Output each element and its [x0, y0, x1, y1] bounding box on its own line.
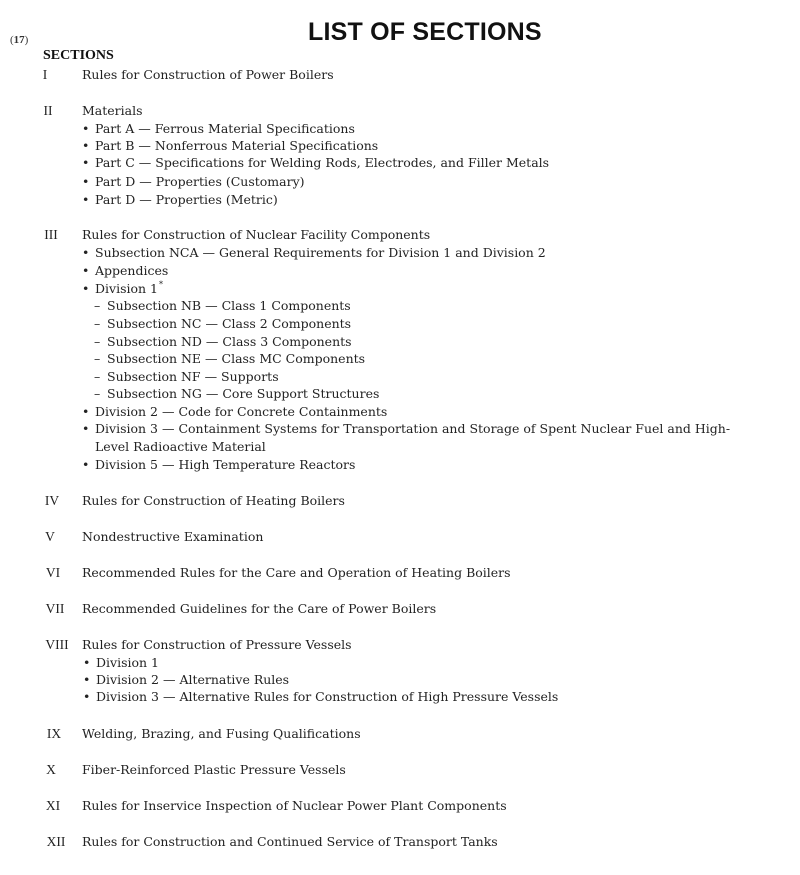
section-numeral: XII [46, 834, 66, 849]
section-title: Rules for Construction of Nuclear Facility Components [82, 227, 431, 242]
section-numeral: I [42, 67, 48, 82]
section-title: Nondestructive Examination [82, 529, 264, 544]
page-title: LIST OF SECTIONS [308, 18, 542, 46]
dash-icon: – [94, 351, 101, 366]
section-title: Welding, Brazing, and Fusing Qualifications [82, 726, 361, 741]
bullet-icon: • [83, 672, 91, 687]
section-numeral: III [44, 227, 58, 242]
dash-icon: – [94, 386, 101, 401]
bullet-icon: • [82, 155, 90, 170]
section-title: Recommended Rules for the Care and Operation of Heating Boilers [82, 565, 511, 580]
bullet-icon: • [82, 174, 90, 189]
dash-icon: – [94, 369, 101, 384]
section-title: Rules for Construction of Heating Boilers [82, 493, 345, 508]
revision-marker-number: 17 [13, 34, 25, 46]
section-title: Rules for Construction of Pressure Vessels [82, 637, 352, 652]
section-numeral: VII [45, 601, 65, 616]
bullet-icon: • [83, 689, 91, 704]
section-numeral: X [46, 762, 56, 777]
bullet-icon: • [82, 192, 90, 207]
bullet-icon: • [82, 404, 90, 419]
document-page: LIST OF SECTIONS (17) SECTIONS I Rules for Construction of Power Boilers II Materials • Part A — Ferrous Material Specifications • Part B — Nonferrous Material Specifications • Part C — Specifications for Welding Rods, Electrodes, and Filler Metals • Part D — Properties (Customary) • Part D — Properties (Metric) III Rules for Construction of Nuclear Facility Components • Subsection NCA — General Requirements for Division 1 and Division 2 • Appendices • Division 1* – Subsection NB — Class 1 Components – Subsection NC — Class 2 Components – Subsection ND — Class 3 Components – Subsection NE — Class MC Components – Subsection NF — Supports – Subsection NG — Core Support Structures • Division 2 — Code for Concrete Containments • Division 3 — Containment Systems for Transportation and Storage of Spent Nuclear Fuel and High-Level Radioactive Material • Division 5 — High Temperature Reactors IV Rules for Construction of Heating Boilers V Nondestructive Examination VI Recommended Rules for the Care and Operation of Heating Boilers VII Recommended Guidelines for the Care of Power Boilers VIII Rules for Construction of Pressure Vessels • Division 1 • Division 2 — Alternative Rules • Division 3 — Alternative Rules for Construction of High Pressure Vessels IX Welding, Brazing, and Fusing Qualifications X Fiber-Reinforced Plastic Pressure Vessels XI Rules for Inservice Inspection of Nuclear Power Plant Components XII Rules for Construction and Continued Service of Transport Tanks [10, 18, 731, 849]
section-numeral: VIII [45, 637, 69, 652]
section-numeral: XI [45, 798, 61, 813]
section-title: Rules for Construction of Power Boilers [82, 67, 334, 82]
bullet-icon: • [83, 655, 91, 670]
bullet-icon: • [82, 138, 90, 153]
dash-icon: – [94, 316, 101, 331]
footnote-marker: * [159, 280, 163, 289]
dash-icon: – [94, 334, 101, 349]
section-numeral: VI [45, 565, 61, 580]
bullet-icon: • [82, 263, 90, 278]
section-title: Fiber-Reinforced Plastic Pressure Vessels [82, 762, 346, 777]
section-numeral: IX [46, 726, 62, 741]
section-numeral: IV [44, 493, 60, 508]
section-title: Recommended Guidelines for the Care of Power Boilers [82, 601, 437, 616]
section-title: Rules for Inservice Inspection of Nuclear Power Plant Components [82, 798, 507, 813]
section-numeral: V [45, 529, 55, 544]
sections-heading: SECTIONS [43, 48, 114, 63]
revision-marker: (17) [10, 34, 29, 46]
dash-icon: – [94, 298, 101, 313]
bullet-icon: • [82, 245, 90, 260]
section-title: Materials [82, 103, 143, 118]
section-numeral: II [43, 103, 53, 118]
bullet-icon: • [82, 121, 90, 136]
section-title: Rules for Construction and Continued Service of Transport Tanks [82, 834, 498, 849]
bullet-icon: • [82, 281, 90, 296]
bullet-icon: • [82, 457, 90, 472]
bullet-icon: • [82, 421, 90, 436]
